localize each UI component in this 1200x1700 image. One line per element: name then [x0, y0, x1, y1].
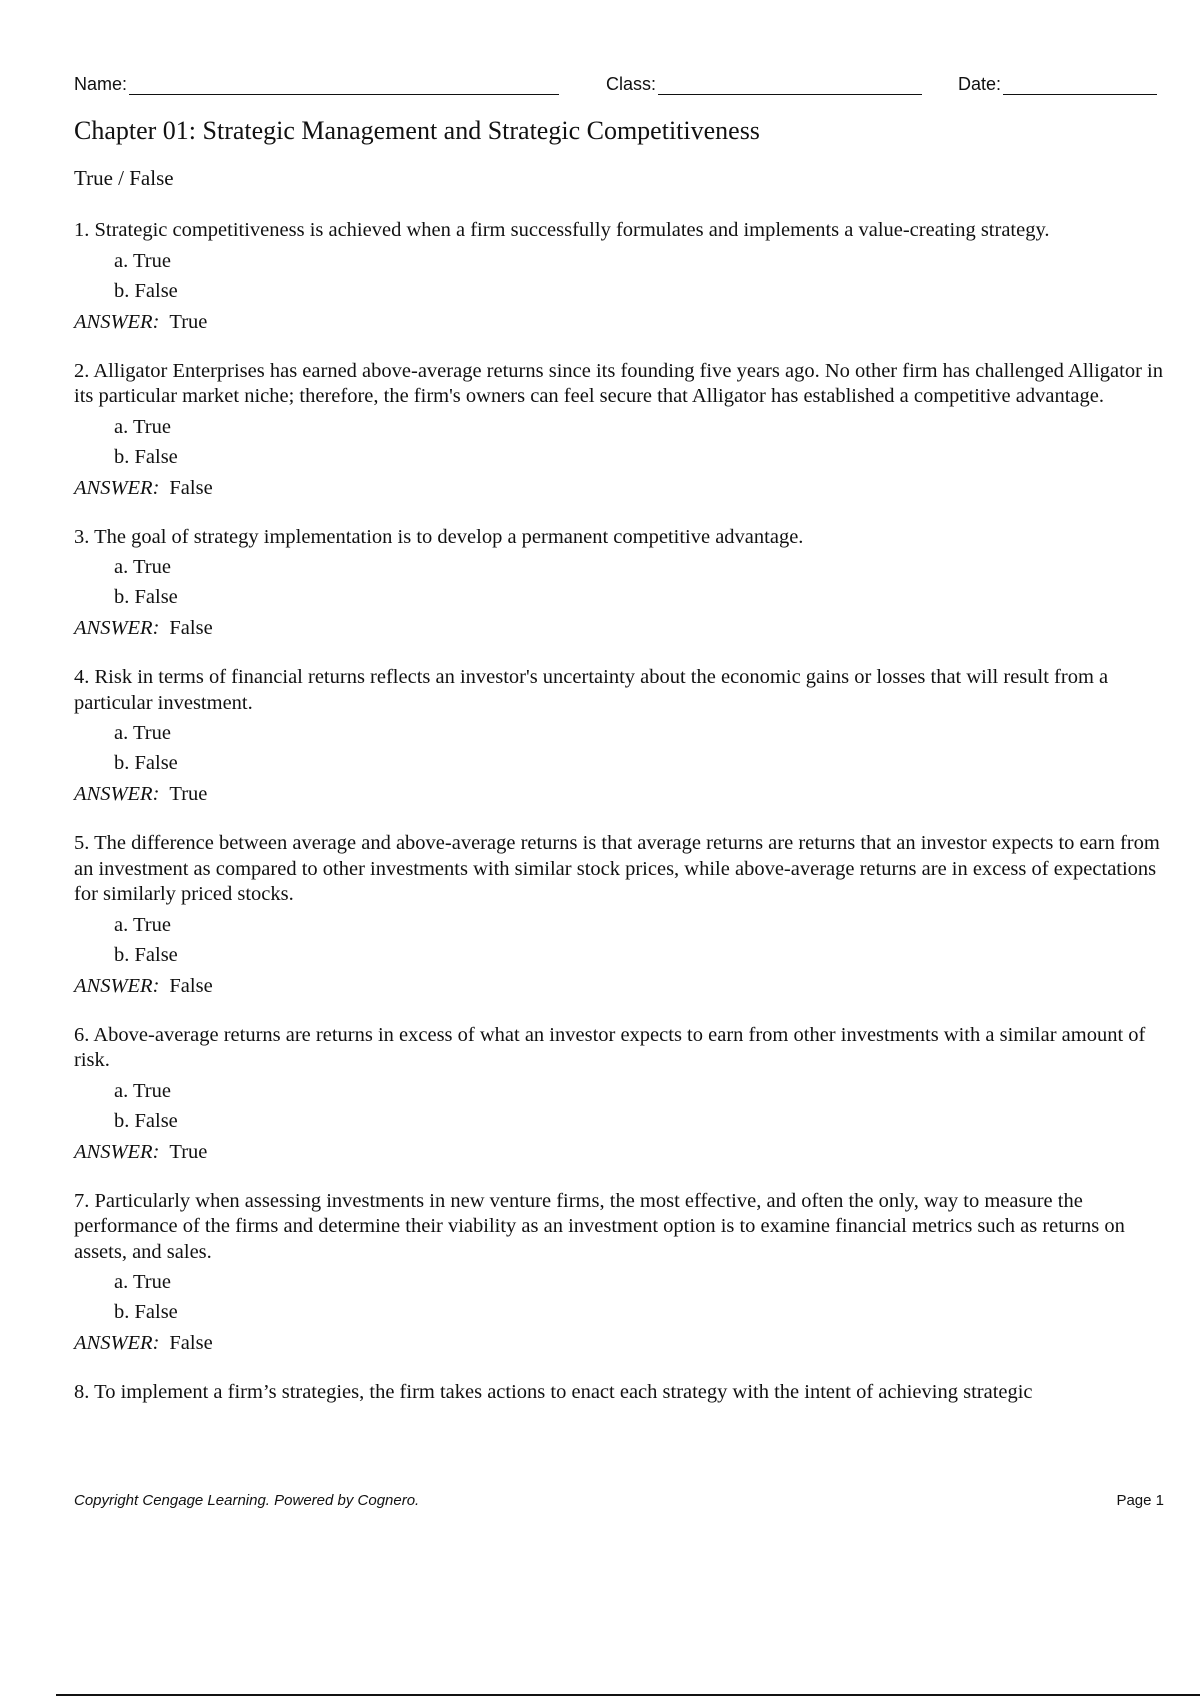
answer-line	[74, 1331, 1164, 1356]
class-blank-line	[658, 72, 922, 95]
answer-line	[74, 1140, 1164, 1165]
choice-false: b. False	[114, 586, 178, 608]
question-text: 6. Above-average returns are returns in excess of what an investor expects to earn from other investments with a similar amount of risk.	[74, 1023, 1146, 1071]
answer-line	[74, 782, 1164, 807]
answer-label: ANSWER:	[74, 1140, 160, 1163]
answer-value: False	[169, 974, 213, 997]
question-text: 2. Alligator Enterprises has earned above-average returns since its founding five years ago. No other firm has challenged Alligator in its particular market niche; therefore, the firm's owners can feel secure that Alligator has established a competitive advantage.	[74, 359, 1163, 407]
answer-value: True	[169, 1140, 208, 1163]
section-title: True / False	[74, 166, 174, 190]
question-text: 7. Particularly when assessing investments in new venture firms, the most effective, and often the only, way to measure the performance of the firms and determine their viability as an investment option is to examine financial metrics such as returns on assets, and sales.	[74, 1189, 1125, 1263]
answer-value: False	[169, 1332, 213, 1354]
date-blank-line	[1003, 72, 1157, 95]
question-4	[74, 665, 1164, 807]
copyright-text: Copyright Cengage Learning. Powered by Cognero.	[74, 1492, 420, 1509]
question-2	[74, 359, 1164, 501]
answer-value: True	[169, 310, 208, 333]
choice-true: a. True	[114, 1079, 171, 1102]
choice-false: b. False	[114, 445, 178, 468]
answer-value: False	[169, 476, 213, 499]
question-text: 1. Strategic competitiveness is achieved when a firm successfully formulates and implements a value-creating strategy.	[74, 219, 1050, 241]
question-text: 8. To implement a firm’s strategies, the firm takes actions to enact each strategy with the intent of achieving strategic	[74, 1381, 1033, 1403]
answer-line	[74, 974, 1164, 999]
question-6	[74, 1023, 1164, 1165]
choice-true: a. True	[114, 556, 171, 578]
student-info-header	[74, 72, 1164, 100]
answer-value: False	[169, 617, 213, 639]
choice-false: b. False	[114, 943, 178, 966]
answer-label: ANSWER:	[74, 476, 160, 499]
name-blank-line	[129, 72, 559, 95]
question-text: 5. The difference between average and above-average returns is that average returns are returns that an investor expects to earn from an investment as compared to other investments with similar stock prices, while above-average returns are in excess of expectations for similarly priced stocks.	[74, 832, 1160, 905]
answer-line	[74, 616, 1164, 641]
choice-true: a. True	[114, 415, 171, 438]
name-label: Name:	[74, 74, 128, 94]
question-list	[74, 218, 1164, 1430]
chapter-title: Chapter 01: Strategic Management and Strategic Competitiveness	[74, 116, 760, 145]
choice-true: a. True	[114, 913, 171, 936]
question-1	[74, 218, 1164, 335]
class-field	[606, 72, 922, 95]
question-3	[74, 525, 1164, 642]
answer-line	[74, 310, 1164, 335]
answer-label: ANSWER:	[74, 783, 160, 805]
name-field	[74, 72, 559, 95]
answer-value: True	[169, 783, 208, 805]
page-break-rule	[56, 1694, 1200, 1696]
answer-label: ANSWER:	[74, 1332, 160, 1354]
choice-false: b. False	[114, 752, 178, 774]
choice-true: a. True	[114, 722, 171, 744]
class-label: Class:	[606, 74, 657, 94]
date-label: Date:	[958, 74, 1002, 94]
choice-false: b. False	[114, 279, 178, 302]
question-8	[74, 1380, 1164, 1406]
choice-true: a. True	[114, 249, 171, 272]
answer-label: ANSWER:	[74, 617, 160, 639]
question-text: 3. The goal of strategy implementation is to develop a permanent competitive advantage.	[74, 525, 804, 548]
answer-line	[74, 476, 1164, 501]
question-text: 4. Risk in terms of financial returns reflects an investor's uncertainty about the economic gains or losses that will result from a particular investment.	[74, 666, 1109, 714]
page-number: Page 1	[1116, 1492, 1164, 1509]
choice-false: b. False	[114, 1301, 178, 1323]
question-7	[74, 1189, 1164, 1357]
choice-false: b. False	[114, 1109, 178, 1132]
choice-true: a. True	[114, 1271, 171, 1293]
answer-label: ANSWER:	[74, 974, 160, 997]
date-field	[958, 72, 1157, 95]
answer-label: ANSWER:	[74, 310, 160, 333]
question-5	[74, 831, 1164, 999]
